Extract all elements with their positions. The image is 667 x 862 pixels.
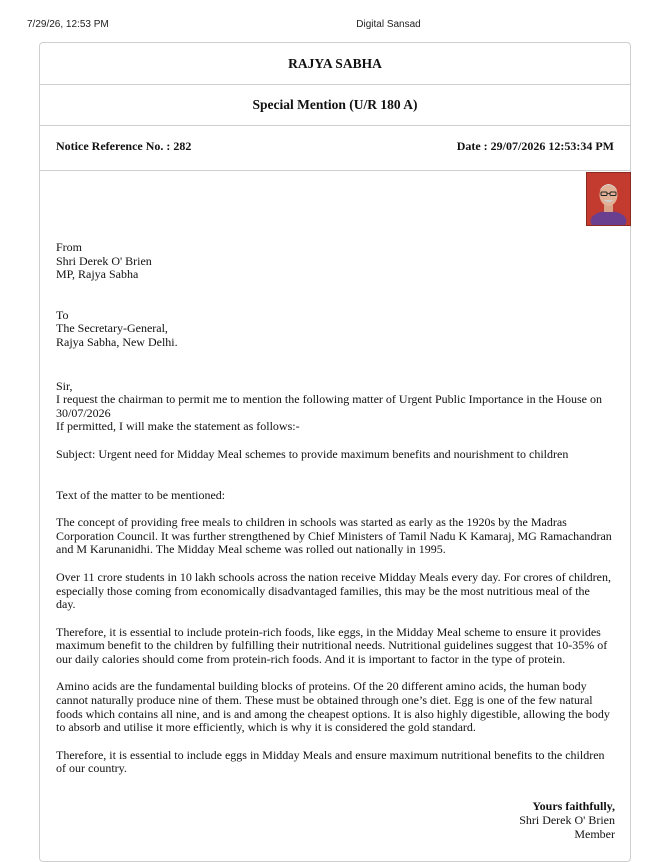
house-title: RAJYA SABHA [40, 43, 630, 85]
body-paragraph: The concept of providing free meals to children in schools was started as early as the 1920s by the Madras Corporation Council. It was further strengthened by Chief Ministers of Tamil Nadu K Kamaraj, MG Ramachandran and M Karunanidhi. The Midday Meal scheme was rolled out nationally in 1995. [56, 515, 612, 557]
signatory-role: Member [574, 827, 615, 841]
notice-body [56, 241, 612, 776]
from-name: Shri Derek O' Brien [56, 253, 152, 268]
permitted-text: If permitted, I will make the statement as follows:- [56, 419, 300, 434]
salutation: Sir, [56, 378, 73, 393]
valediction: Yours faithfully, [532, 799, 615, 813]
notice-meta-row [40, 125, 630, 171]
notice-type-title: Special Mention (U/R 180 A) [40, 84, 630, 126]
to-line-2: Rajya Sabha, New Delhi. [56, 334, 178, 349]
signature-block [519, 799, 615, 841]
to-label: To [56, 307, 69, 322]
from-designation: MP, Rajya Sabha [56, 267, 139, 282]
print-header [0, 0, 667, 40]
body-paragraph: Therefore, it is essential to include protein-rich foods, like eggs, in the Midday Meal scheme to ensure it provides maximum benefit to the children by fulfilling their nutritional needs. Nutritional guidelines suggest that 10-35% of our daily calories should come from protein-rich foods. And it is important to factor in the type of protein. [56, 624, 608, 666]
print-timestamp: 7/29/26, 12:53 PM [27, 19, 109, 30]
body-paragraph: Amino acids are the fundamental building blocks of proteins. Of the 20 different amino acids, the human body cannot naturally produce nine of them. These must be obtained through one’s diet. Egg is one of the few natural foods which contains all nine, and is and among the cheapest options. It is also highly digestible, allowing the body to absorb and utilise it more efficiently, which is why it is considered the gold standard. [56, 679, 610, 735]
notice-sheet [39, 42, 631, 862]
body-paragraph: Over 11 crore students in 10 lakh schools across the nation receive Midday Meals every day. For crores of children, especially those coming from economically disadvantaged families, this may be the most nutritious meal of the day. [56, 569, 611, 612]
body-paragraph: Therefore, it is essential to include eggs in Midday Meals and ensure maximum nutritional benefits to the children of our country. [56, 747, 605, 776]
matter-heading: Text of the matter to be mentioned: [56, 487, 226, 502]
print-site-name: Digital Sansad [356, 19, 421, 30]
subject-line: Subject: Urgent need for Midday Meal schemes to provide maximum benefits and nourishment to children [56, 446, 569, 461]
from-label: From [56, 240, 83, 254]
signatory-name: Shri Derek O' Brien [519, 813, 615, 827]
notice-reference: Notice Reference No. : 282 [56, 139, 192, 153]
request-text: I request the chairman to permit me to mention the following matter of Urgent Public Importance in the House on 30/07/2026 [56, 392, 602, 420]
member-photo [586, 172, 631, 226]
to-line-1: The Secretary-General, [56, 321, 168, 336]
notice-date: Date : 29/07/2026 12:53:34 PM [456, 139, 614, 153]
